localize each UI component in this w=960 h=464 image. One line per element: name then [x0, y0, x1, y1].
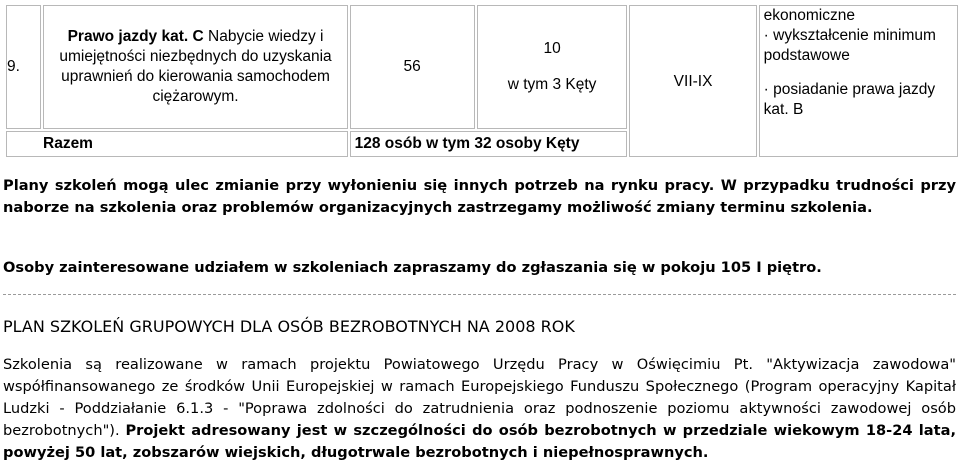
row-number: 9.: [6, 5, 41, 129]
note-plan-changes: Plany szkoleń mogą ulec zmianie przy wyłonieniu się innych potrzeb na rynku pracy. W przypadku trudności przy naborze na szkolenia oraz problemów organizacyjnych zastrzegamy możliwość zmiany terminu szkolenia.: [3, 177, 956, 216]
total-value: 128 osób w tym 32 osoby Kęty: [350, 131, 628, 157]
course-name: [43, 5, 347, 129]
kety-count-cell: [477, 5, 628, 129]
requirement-item: ekonomiczne: [763, 7, 855, 24]
requirements-cell: [759, 5, 958, 157]
requirement-item: · posiadanie prawa jazdy kat. B: [763, 81, 936, 118]
training-table: [4, 3, 960, 159]
level-cell: VII-IX: [629, 5, 756, 157]
section-divider: [3, 294, 956, 295]
section-body-text: Szkolenia są realizowane w ramach projektu Powiatowego Urzędu Pracy w Oświęcimiu Pt. "Aktywizacja zawodowa" współfinansowanego ze środków Unii Europejskiej w ramach Europejskiego Funduszu Społecznego (Program operacyjny Kapitał Ludzki - Poddziałanie 6.1.3 - "Poprawa zdolności do zatrudnienia oraz podnoszenie poziomu aktywności zawodowej osób bezrobotnych").: [3, 356, 956, 439]
requirement-item: · wykształcenie minimum podstawowe: [763, 27, 936, 64]
section-title: PLAN SZKOLEŃ GRUPOWYCH DLA OSÓB BEZROBOTNYCH NA 2008 ROK: [3, 317, 575, 336]
course-name-desc: Nabycie wiedzy i umiejętności niezbędnych do uzyskania uprawnień do kierowania samochodem ciężarowym.: [59, 28, 332, 105]
table-row: [6, 5, 958, 129]
kety-count: 10: [543, 40, 561, 57]
section-body: [3, 354, 956, 464]
note-invitation: Osoby zainteresowane udziałem w szkoleniach zapraszamy do zgłaszania się w pokoju 105 I piętro.: [3, 259, 822, 276]
total-label: Razem: [6, 131, 348, 157]
kety-label: w tym 3 Kęty: [507, 76, 597, 93]
section-body-emphasis: Projekt adresowany jest w szczególności do osób bezrobotnych w przedziale wiekowym 18-24 lata, powyżej 50 lat, zobszarów wiejskich, długotrwale bezrobotnych i niepełnosprawnych.: [3, 422, 956, 461]
course-name-bold: Prawo jazdy kat. C: [67, 28, 204, 45]
participant-count: 56: [350, 5, 475, 129]
